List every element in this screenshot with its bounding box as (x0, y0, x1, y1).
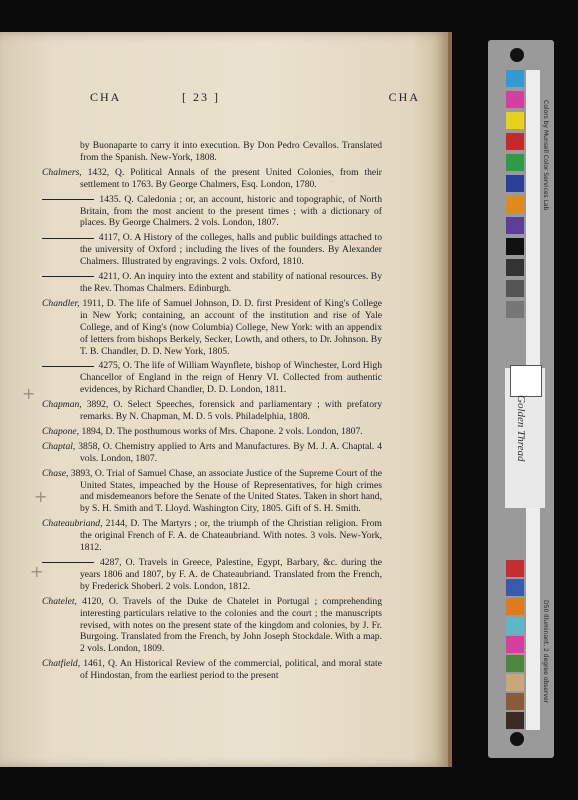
color-swatch (506, 598, 524, 615)
catalog-entry (42, 298, 382, 358)
ditto-dash (42, 366, 94, 367)
ditto-dash (42, 276, 94, 277)
entry-author: Chalmers, (42, 166, 82, 178)
entry-text: 1894, D. The posthumous works of Mrs. Chapone. 2 vols. London, 1807. (79, 425, 363, 437)
entry-text: 1435. Q. Caledonia ; or, an account, historic and topographic, of North Britain, from the most ancient to the present times ; with a dictionary of places. By George Chalmers. 2 vols. London, 1807. (80, 193, 382, 229)
ditto-dash (42, 562, 94, 563)
pencil-mark: + (30, 562, 44, 581)
catalog-entry (42, 399, 382, 423)
entry-author: Chaptal, (42, 440, 76, 452)
catalog-entry (42, 468, 382, 516)
color-swatch (506, 712, 524, 729)
pencil-mark: + (34, 487, 48, 506)
color-swatch (506, 560, 524, 577)
entry-author: Chatfield, (42, 658, 81, 670)
color-swatch (506, 133, 524, 150)
entry-author: Chatelet, (42, 595, 77, 607)
catalog-entry (42, 557, 382, 593)
catalog-entry (42, 167, 382, 191)
target-tag-icon (510, 365, 542, 397)
entry-text: 4287, O. Travels in Greece, Palestine, Egypt, Barbary, &c. during the years 1806 and 1807, by F. A. de Chateaubriand. Translated from the French, by Frederick Shoberl. 2 vols. London, 1812. (80, 557, 382, 592)
catalog-entry (42, 426, 382, 438)
entry-text: 1432, Q. Political Annals of the present United Colonies, from their settlement to 1763. By George Chalmers, Esq. London, 1780. (80, 166, 382, 190)
ditto-dash (42, 199, 94, 200)
catalog-entry (42, 596, 382, 656)
book-page (0, 32, 452, 767)
ditto-dash (42, 238, 94, 239)
entry-text: 3893, O. Trial of Samuel Chase, an associate Justice of the Supreme Court of the United States, impeached by the House of Representatives, for high crimes and misdemeanors before the Senate of the United States. Taken in short hand, by S. H. Smith and T. Lloyd. Washington City, 1805. Gift of S. H. Smith. (68, 467, 382, 515)
color-swatch (506, 617, 524, 634)
color-swatch (506, 217, 524, 234)
color-swatch (506, 91, 524, 108)
catalog-entries (42, 140, 382, 685)
color-swatch (506, 636, 524, 653)
color-swatch (506, 693, 524, 710)
color-swatch (506, 196, 524, 213)
pencil-mark: + (22, 384, 36, 403)
color-swatch (506, 674, 524, 691)
catalog-entry (42, 271, 382, 295)
entry-author: Chase, (42, 467, 69, 479)
entry-author: Chandler, (42, 297, 80, 309)
entry-author: Chapman, (42, 399, 82, 411)
entry-text: 4120, O. Travels of the Duke de Chatelet in Portugal ; comprehending interesting particulars relative to the colonies and the court ; the manuscripts revised, with notes on the present state of the kingdom and colonies, by J. Fr. Burgoing. Translated from the French, by John Joseph Stockdale. With a map. 2 vols. London, 1809. (76, 595, 382, 655)
entry-text: 3858, O. Chemistry applied to Arts and Manufactures. By M. J. A. Chaptal. 4 vols. London, 1807. (75, 440, 382, 464)
catalog-entry (42, 140, 382, 164)
entry-author: Chateaubriand, (42, 518, 103, 530)
entry-text: 1911, D. The life of Samuel Johnson, D. D. first President of King's College in New York; containing, an account of the institution and rise of Yale College, and of King's (now Columbia) College, New York: with an appendix of letters from bishops Berkely, Secker, Lowth, and others, to Dr. Johnson. By T. B. Chandler, D. D. New York, 1805. (79, 297, 382, 357)
header-right: CHA (388, 90, 420, 104)
catalog-entry (42, 360, 382, 396)
target-hole (510, 48, 524, 62)
golden-thread-label: Golden Thread (515, 395, 527, 462)
color-swatch (506, 175, 524, 192)
color-swatch (506, 70, 524, 87)
color-swatch (506, 259, 524, 276)
catalog-entry (42, 441, 382, 465)
entry-text: 2144, D. The Martyrs ; or, the triumph of the Christian religion. From the original French of F. A. de Chateaubriand. With notes. 3 vols. New-York, 1812. (80, 518, 382, 554)
color-swatch (506, 301, 524, 318)
target-label-top: Colors by Munsell Color Services Lab (542, 100, 549, 211)
entry-text: 4275, O. The life of William Waynflete, bishop of Winchester, Lord High Chancellor of England in the reign of Henry VI. Collected from authentic evidences, by Richard Chandler, D. D. London, 1811. (80, 360, 382, 396)
color-swatch (506, 280, 524, 297)
target-hole (510, 732, 524, 746)
catalog-entry (42, 658, 382, 682)
catalog-entry (42, 518, 382, 554)
entry-text: by Buonaparte to carry it into execution. By Don Pedro Cevallos. Translated from the Spanish. New-York, 1808. (80, 140, 382, 163)
target-label-bottom: D50 Illuminant, 2 degree observer (542, 600, 549, 704)
running-header (90, 90, 420, 106)
header-left: CHA (90, 90, 122, 104)
catalog-entry (42, 232, 382, 268)
color-swatch (506, 655, 524, 672)
catalog-entry (42, 194, 382, 230)
color-swatch (506, 154, 524, 171)
color-swatch (506, 112, 524, 129)
entry-text: 4211, O. An inquiry into the extent and stability of national resources. By the Rev. Thomas Chalmers. Edinburgh. (80, 271, 382, 294)
entry-text: 4117, O. A History of the colleges, halls and public buildings attached to the university of Oxford ; including the lives of the founders. By Alexander Chalmers. Illustrated by engravings. 2 vols. Oxford, 1810. (80, 232, 382, 268)
entry-author: Chapone, (42, 425, 80, 437)
entry-text: 1461, Q. An Historical Review of the commercial, political, and moral state of Hindostan, from the earliest period to the present (80, 658, 382, 682)
color-swatch (506, 238, 524, 255)
page-number: [ 23 ] (182, 90, 220, 104)
entry-text: 3892, O. Select Speeches, forensick and parliamentary ; with prefatory remarks. By N. Chapman, M. D. 5 vols. Philadelphia, 1808. (80, 399, 382, 423)
color-swatch (506, 579, 524, 596)
